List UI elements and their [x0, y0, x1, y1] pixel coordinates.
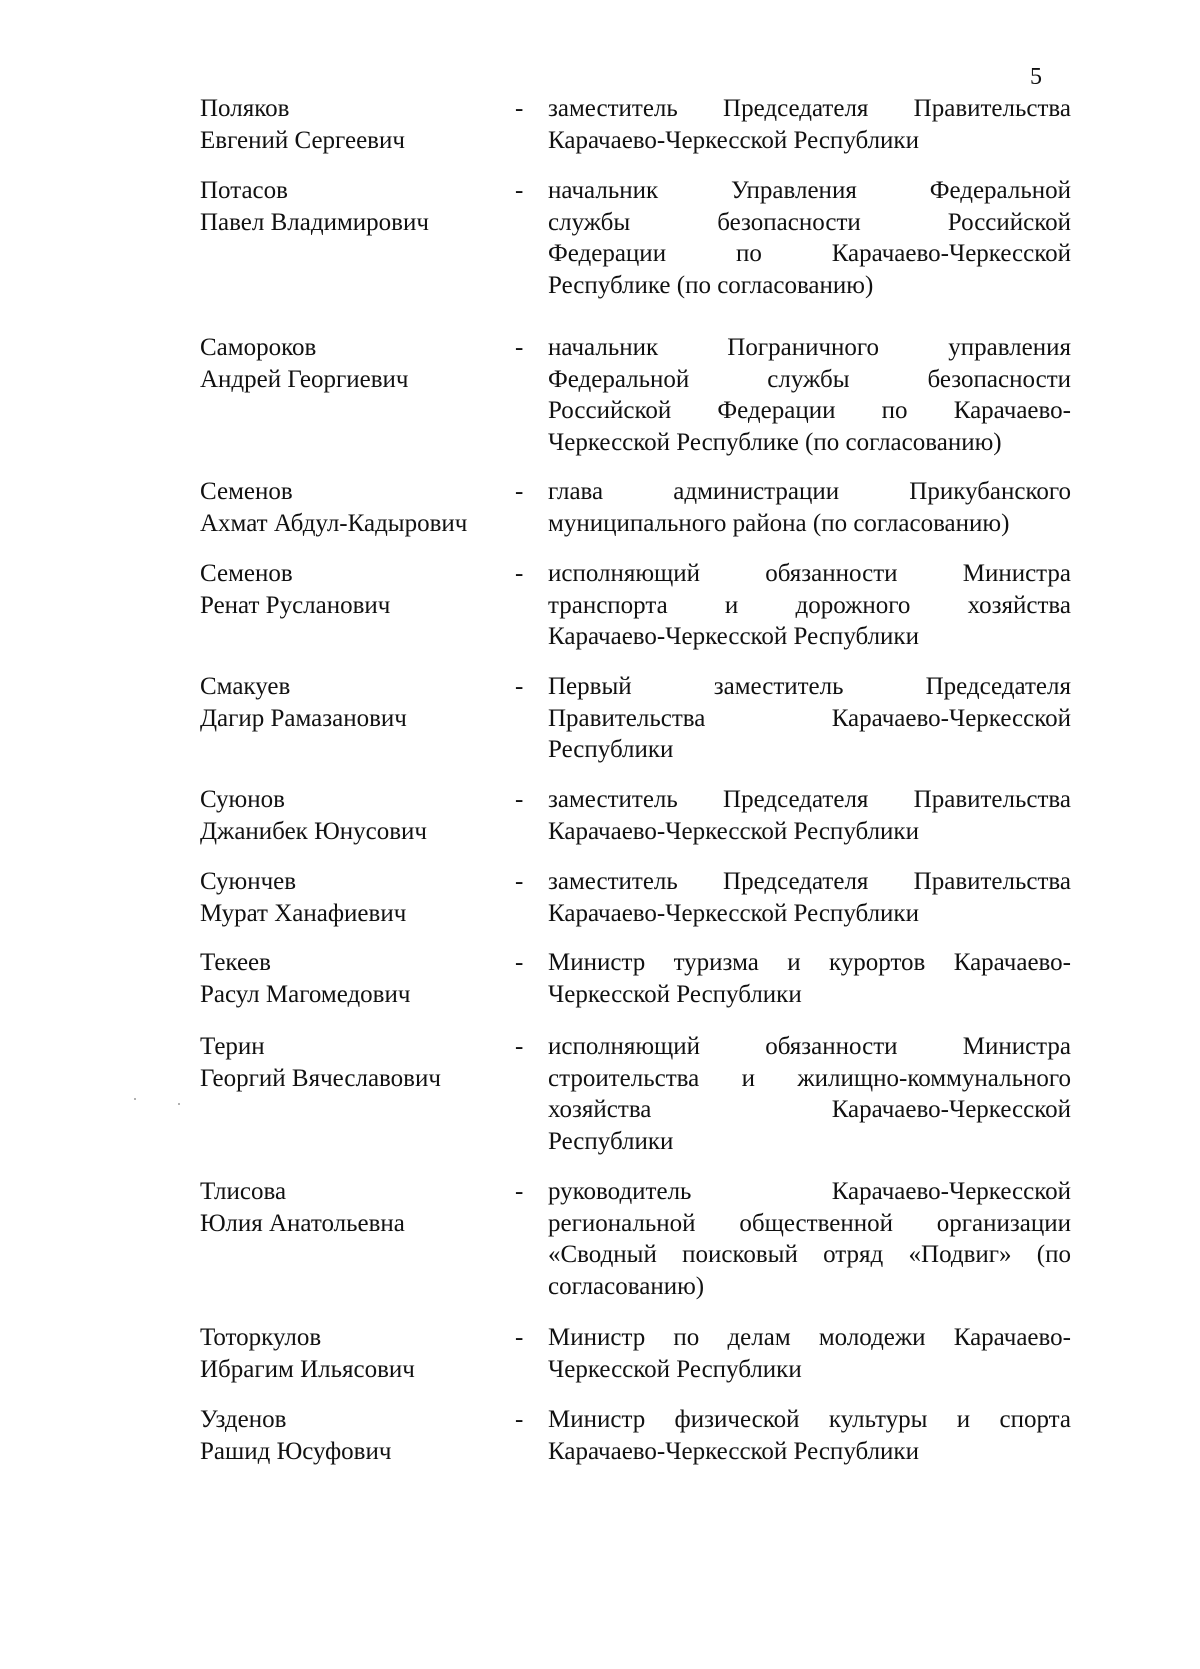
surname: Семенов — [200, 478, 293, 505]
description-line: руководитель Карачаево-Черкесской — [548, 1178, 1071, 1205]
surname: Тлисова — [200, 1178, 287, 1205]
description-line: согласованию) — [548, 1272, 705, 1300]
dash-separator: - — [515, 673, 524, 700]
description-line: заместитель Председателя Правительства — [548, 95, 1071, 122]
surname: Суюнов — [200, 786, 285, 813]
description-line: хозяйства Карачаево-Черкесской — [548, 1096, 1071, 1123]
description-line: Республике (по согласованию) — [548, 271, 874, 299]
given-names: Мурат Ханафиевич — [200, 899, 407, 927]
given-names: Дагир Рамазанович — [200, 704, 407, 732]
description-line: «Сводный поисковый отряд «Подвиг» (по — [548, 1241, 1071, 1268]
surname: Смакуев — [200, 673, 291, 700]
dash-separator: - — [515, 95, 524, 122]
dash-separator: - — [515, 1033, 524, 1060]
description-line: службы безопасности Российской — [548, 208, 1071, 236]
person-name — [200, 558, 520, 621]
description-line: Карачаево-Черкесской Республики — [548, 126, 919, 154]
description-line: начальник Пограничного управления — [548, 334, 1071, 361]
surname: Суюнчев — [200, 868, 297, 895]
description-line: Черкесской Республики — [548, 1355, 802, 1383]
person-name — [200, 671, 520, 734]
person-name — [200, 93, 520, 156]
description-line: муниципального района (по согласованию) — [548, 509, 1010, 537]
position-description — [548, 671, 1071, 766]
given-names: Георгий Вячеславович — [200, 1064, 441, 1092]
description-line: Министр туризма и курортов Карачаево- — [548, 949, 1071, 976]
given-names: Ибрагим Ильясович — [200, 1355, 415, 1383]
given-names: Евгений Сергеевич — [200, 126, 405, 154]
description-line: Карачаево-Черкесской Республики — [548, 899, 919, 927]
scan-speck — [134, 1098, 136, 1100]
position-description — [548, 558, 1071, 653]
description-line: региональной общественной организации — [548, 1209, 1071, 1237]
person-name — [200, 784, 520, 847]
description-line: Черкесской Республики — [548, 980, 802, 1008]
description-line: заместитель Председателя Правительства — [548, 786, 1071, 813]
person-name — [200, 175, 520, 238]
position-description — [548, 332, 1071, 458]
description-line: Черкесской Республике (по согласованию) — [548, 428, 1002, 456]
person-name — [200, 866, 520, 929]
description-line: транспорта и дорожного хозяйства — [548, 591, 1071, 619]
description-line: Карачаево-Черкесской Республики — [548, 1437, 919, 1465]
position-description — [548, 1322, 1071, 1385]
description-line: Федеральной службы безопасности — [548, 365, 1071, 393]
surname: Семенов — [200, 560, 293, 587]
description-line: Министр по делам молодежи Карачаево- — [548, 1324, 1071, 1351]
person-name — [200, 1176, 520, 1239]
given-names: Джанибек Юнусович — [200, 817, 427, 845]
position-description — [548, 175, 1071, 301]
description-line: Федерации по Карачаево-Черкесской — [548, 240, 1071, 267]
description-line: Республики — [548, 736, 674, 763]
description-line: Первый заместитель Председателя — [548, 673, 1071, 700]
given-names: Юлия Анатольевна — [200, 1209, 405, 1237]
dash-separator: - — [515, 949, 524, 976]
position-description — [548, 866, 1071, 929]
position-description — [548, 947, 1071, 1010]
dash-separator: - — [515, 1406, 524, 1433]
dash-separator: - — [515, 868, 524, 895]
person-name — [200, 332, 520, 395]
person-name — [200, 1322, 520, 1385]
position-description — [548, 1176, 1071, 1302]
description-line: заместитель Председателя Правительства — [548, 868, 1071, 895]
position-description — [548, 784, 1071, 847]
description-line: Правительства Карачаево-Черкесской — [548, 704, 1071, 732]
surname: Терин — [200, 1033, 265, 1060]
given-names: Андрей Георгиевич — [200, 365, 409, 393]
surname: Самороков — [200, 334, 317, 361]
position-description — [548, 1031, 1071, 1157]
surname: Потасов — [200, 177, 288, 204]
given-names: Расул Магомедович — [200, 980, 411, 1008]
description-line: исполняющий обязанности Министра — [548, 1033, 1071, 1060]
surname: Узденов — [200, 1406, 287, 1433]
given-names: Ахмат Абдул-Кадырович — [200, 509, 468, 537]
description-line: Карачаево-Черкесской Республики — [548, 817, 919, 845]
position-description — [548, 476, 1071, 539]
dash-separator: - — [515, 478, 524, 505]
surname: Текеев — [200, 949, 271, 976]
dash-separator: - — [515, 334, 524, 361]
scan-speck — [178, 1103, 180, 1105]
dash-separator: - — [515, 1178, 524, 1205]
description-line: Карачаево-Черкесской Республики — [548, 623, 919, 650]
position-description — [548, 93, 1071, 156]
description-line: начальник Управления Федеральной — [548, 177, 1071, 204]
description-line: строительства и жилищно-коммунального — [548, 1064, 1071, 1092]
position-description — [548, 1404, 1071, 1467]
given-names: Рашид Юсуфович — [200, 1437, 392, 1465]
person-name — [200, 947, 520, 1010]
person-name — [200, 1031, 520, 1094]
person-name — [200, 476, 520, 539]
description-line: Российской Федерации по Карачаево- — [548, 397, 1071, 424]
surname: Поляков — [200, 95, 290, 122]
given-names: Павел Владимирович — [200, 208, 429, 236]
dash-separator: - — [515, 786, 524, 813]
person-name — [200, 1404, 520, 1467]
dash-separator: - — [515, 560, 524, 587]
description-line: Министр физической культуры и спорта — [548, 1406, 1071, 1433]
description-line: исполняющий обязанности Министра — [548, 560, 1071, 587]
dash-separator: - — [515, 1324, 524, 1351]
dash-separator: - — [515, 177, 524, 204]
given-names: Ренат Русланович — [200, 591, 391, 619]
page-number: 5 — [1030, 64, 1042, 90]
description-line: Республики — [548, 1127, 674, 1155]
surname: Тоторкулов — [200, 1324, 322, 1351]
description-line: глава администрации Прикубанского — [548, 478, 1071, 505]
